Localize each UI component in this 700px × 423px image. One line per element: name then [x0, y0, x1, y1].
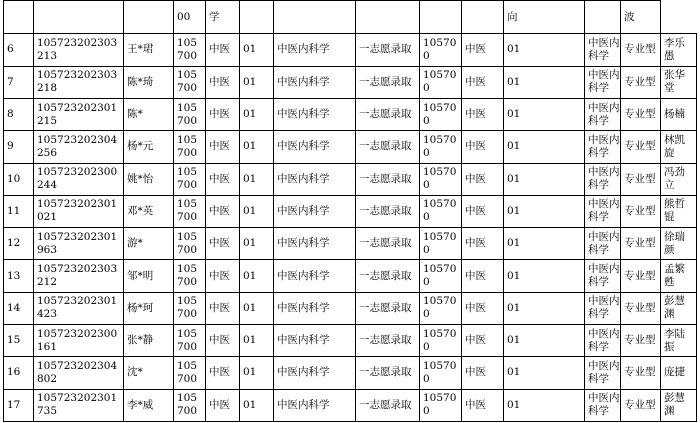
major-name-2: 中医内科学 [585, 357, 621, 389]
unit-code-2: 105700 [420, 163, 462, 195]
unit-code-2: 105700 [420, 389, 462, 421]
direction-code: 01 [240, 131, 274, 163]
admission-type: 一志愿录取 [356, 292, 420, 324]
direction-code: 01 [240, 292, 274, 324]
candidate-id: 105723202303218 [34, 66, 124, 98]
major-name-2: 中医内科学 [585, 66, 621, 98]
row-number: 8 [4, 98, 34, 130]
admission-type: 一志愿录取 [356, 325, 420, 357]
cell: 向 [504, 1, 585, 34]
department: 中医 [206, 292, 240, 324]
candidate-id: 105723202304802 [34, 357, 124, 389]
cell [462, 1, 504, 34]
row-number: 6 [4, 34, 34, 66]
direction-code-2: 01 [504, 325, 585, 357]
department-2: 中医 [462, 131, 504, 163]
department: 中医 [206, 260, 240, 292]
candidate-id: 105723202304256 [34, 131, 124, 163]
unit-code [174, 357, 206, 389]
major-name-2: 中医内科学 [585, 195, 621, 227]
major-name: 中医内科学 [274, 131, 356, 163]
row-number: 7 [4, 66, 34, 98]
degree-type: 专业型 [621, 357, 661, 389]
major-name: 中医内科学 [274, 163, 356, 195]
table-row [4, 389, 697, 421]
department: 中医 [206, 131, 240, 163]
admission-type: 一志愿录取 [356, 357, 420, 389]
degree-type: 专业型 [621, 292, 661, 324]
unit-code [174, 66, 206, 98]
table-row [4, 66, 697, 98]
department-2: 中医 [462, 228, 504, 260]
department: 中医 [206, 389, 240, 421]
unit-code-2: 105700 [420, 98, 462, 130]
tutor-name [661, 292, 697, 324]
candidate-name: 邹*明 [124, 260, 174, 292]
tutor-name [661, 260, 697, 292]
candidate-name: 沈* [124, 357, 174, 389]
candidate-id: 105723202301963 [34, 228, 124, 260]
direction-code-2: 01 [504, 228, 585, 260]
admission-type: 一志愿录取 [356, 260, 420, 292]
candidate-id: 105723202301735 [34, 389, 124, 421]
unit-code-text: 105700 [177, 166, 198, 192]
tutor-name [661, 228, 697, 260]
direction-code: 01 [240, 163, 274, 195]
major-name-2: 中医内科学 [585, 292, 621, 324]
direction-code-2: 01 [504, 163, 585, 195]
cell [585, 1, 621, 34]
tutor-name-text: 李乐愚 [664, 36, 685, 62]
candidate-name: 邓*英 [124, 195, 174, 227]
table-row [4, 1, 697, 34]
unit-code [174, 389, 206, 421]
row-number: 10 [4, 163, 34, 195]
tutor-name [661, 325, 697, 357]
admission-type: 一志愿录取 [356, 131, 420, 163]
department: 中医 [206, 325, 240, 357]
table-row [4, 34, 697, 66]
degree-type: 专业型 [621, 163, 661, 195]
tutor-name-text: 冯劲立 [664, 166, 685, 192]
candidate-name: 姚*怡 [124, 163, 174, 195]
cell [124, 1, 174, 34]
candidate-id: 105723202303212 [34, 260, 124, 292]
table-row [4, 228, 697, 260]
unit-code-2: 105700 [420, 195, 462, 227]
unit-code-text: 105700 [177, 295, 198, 321]
table-row [4, 163, 697, 195]
table-row [4, 98, 697, 130]
major-name-2: 中医内科学 [585, 34, 621, 66]
department-2: 中医 [462, 98, 504, 130]
department: 中医 [206, 195, 240, 227]
candidate-name: 杨*元 [124, 131, 174, 163]
unit-code-text: 105700 [177, 101, 198, 127]
tutor-name-text: 杨楠 [664, 108, 685, 121]
unit-code [174, 195, 206, 227]
degree-type: 专业型 [621, 131, 661, 163]
direction-code-2: 01 [504, 260, 585, 292]
tutor-name [661, 163, 697, 195]
direction-code-2: 01 [504, 66, 585, 98]
major-name-2: 中医内科学 [585, 163, 621, 195]
unit-code-2: 105700 [420, 260, 462, 292]
admission-type: 一志愿录取 [356, 195, 420, 227]
admission-type: 一志愿录取 [356, 163, 420, 195]
direction-code: 01 [240, 325, 274, 357]
major-name: 中医内科学 [274, 195, 356, 227]
direction-code: 01 [240, 66, 274, 98]
tutor-name-text: 彭慧渊 [664, 392, 685, 418]
admission-type: 一志愿录取 [356, 34, 420, 66]
unit-code-text: 105700 [177, 36, 198, 62]
degree-type: 专业型 [621, 260, 661, 292]
degree-type: 专业型 [621, 389, 661, 421]
tutor-name-text: 孟繁甦 [664, 263, 685, 289]
table-row [4, 357, 697, 389]
direction-code-2: 01 [504, 292, 585, 324]
department-2: 中医 [462, 66, 504, 98]
row-number: 15 [4, 325, 34, 357]
major-name: 中医内科学 [274, 292, 356, 324]
tutor-name [661, 357, 697, 389]
table-row [4, 131, 697, 163]
tutor-name [661, 389, 697, 421]
candidate-id: 105723202301215 [34, 98, 124, 130]
major-name: 中医内科学 [274, 98, 356, 130]
tutor-name-text: 徐瑞颜 [664, 230, 685, 256]
row-number: 16 [4, 357, 34, 389]
unit-code-text: 105700 [177, 359, 198, 385]
row-number: 9 [4, 131, 34, 163]
degree-type: 专业型 [621, 98, 661, 130]
candidate-id: 105723202301021 [34, 195, 124, 227]
tutor-name-text: 庞捷 [664, 366, 685, 379]
department: 中医 [206, 357, 240, 389]
major-name-2: 中医内科学 [585, 325, 621, 357]
direction-code-2: 01 [504, 389, 585, 421]
candidate-name: 杨*珂 [124, 292, 174, 324]
candidate-id: 105723202300244 [34, 163, 124, 195]
tutor-name [661, 195, 697, 227]
degree-type: 专业型 [621, 66, 661, 98]
candidate-name: 陈*琦 [124, 66, 174, 98]
unit-code-text: 105700 [177, 327, 198, 353]
cell [240, 1, 274, 34]
cell: 波 [621, 1, 661, 34]
major-name-2: 中医内科学 [585, 260, 621, 292]
direction-code: 01 [240, 195, 274, 227]
direction-code-2: 01 [504, 195, 585, 227]
unit-code [174, 325, 206, 357]
tutor-name [661, 131, 697, 163]
department: 中医 [206, 98, 240, 130]
unit-code-text: 105700 [177, 198, 198, 224]
admission-type: 一志愿录取 [356, 66, 420, 98]
cell [34, 1, 124, 34]
admission-type: 一志愿录取 [356, 98, 420, 130]
department-2: 中医 [462, 357, 504, 389]
tutor-name [661, 34, 697, 66]
major-name: 中医内科学 [274, 389, 356, 421]
degree-type: 专业型 [621, 325, 661, 357]
unit-code-text: 105700 [177, 230, 198, 256]
candidate-name: 王*珺 [124, 34, 174, 66]
candidate-name: 李*威 [124, 389, 174, 421]
direction-code-2: 01 [504, 98, 585, 130]
major-name: 中医内科学 [274, 66, 356, 98]
department-2: 中医 [462, 260, 504, 292]
department-2: 中医 [462, 34, 504, 66]
direction-code-2: 01 [504, 34, 585, 66]
department-2: 中医 [462, 292, 504, 324]
unit-code [174, 131, 206, 163]
unit-code-text: 105700 [177, 69, 198, 95]
unit-code [174, 163, 206, 195]
row-number: 11 [4, 195, 34, 227]
direction-code: 01 [240, 389, 274, 421]
major-name: 中医内科学 [274, 357, 356, 389]
cell [4, 1, 34, 34]
admission-table [3, 0, 697, 422]
direction-code: 01 [240, 228, 274, 260]
candidate-id: 105723202300161 [34, 325, 124, 357]
direction-code-2: 01 [504, 357, 585, 389]
unit-code-2: 105700 [420, 292, 462, 324]
row-number: 12 [4, 228, 34, 260]
candidate-id: 105723202303213 [34, 34, 124, 66]
direction-code: 01 [240, 98, 274, 130]
department: 中医 [206, 34, 240, 66]
unit-code-2: 105700 [420, 131, 462, 163]
direction-code: 01 [240, 357, 274, 389]
department-2: 中医 [462, 195, 504, 227]
row-number: 13 [4, 260, 34, 292]
candidate-name: 张*静 [124, 325, 174, 357]
unit-code [174, 228, 206, 260]
unit-code [174, 292, 206, 324]
degree-type: 专业型 [621, 228, 661, 260]
direction-code: 01 [240, 34, 274, 66]
unit-code-text: 105700 [177, 392, 198, 418]
unit-code [174, 98, 206, 130]
unit-code [174, 34, 206, 66]
department-2: 中医 [462, 389, 504, 421]
unit-code-2: 105700 [420, 357, 462, 389]
cell [274, 1, 356, 34]
tutor-name [661, 98, 697, 130]
admission-type: 一志愿录取 [356, 228, 420, 260]
major-name-2: 中医内科学 [585, 131, 621, 163]
department-2: 中医 [462, 163, 504, 195]
tutor-name-text: 林凯旋 [664, 133, 685, 159]
tutor-name-text: 李陆振 [664, 327, 685, 353]
department-2: 中医 [462, 325, 504, 357]
unit-code-text: 105700 [177, 263, 198, 289]
degree-type: 专业型 [621, 34, 661, 66]
major-name-2: 中医内科学 [585, 98, 621, 130]
unit-code-2: 105700 [420, 325, 462, 357]
unit-code-2: 105700 [420, 66, 462, 98]
cell [420, 1, 462, 34]
table-row [4, 260, 697, 292]
unit-code-2: 105700 [420, 228, 462, 260]
unit-code-2: 105700 [420, 34, 462, 66]
major-name: 中医内科学 [274, 228, 356, 260]
candidate-name: 陈* [124, 98, 174, 130]
department: 中医 [206, 66, 240, 98]
table-row [4, 292, 697, 324]
cell: 00 [174, 1, 206, 34]
tutor-name-text: 彭慧渊 [664, 295, 685, 321]
direction-code-2: 01 [504, 131, 585, 163]
tutor-name [661, 66, 697, 98]
admission-type: 一志愿录取 [356, 389, 420, 421]
tutor-name-text: 张华堂 [664, 69, 685, 95]
row-number: 14 [4, 292, 34, 324]
major-name: 中医内科学 [274, 325, 356, 357]
tutor-name-text: 熊哲锟 [664, 198, 685, 224]
table-row [4, 195, 697, 227]
unit-code-text: 105700 [177, 133, 198, 159]
row-number: 17 [4, 389, 34, 421]
direction-code: 01 [240, 260, 274, 292]
major-name: 中医内科学 [274, 34, 356, 66]
cell [356, 1, 420, 34]
candidate-name: 游* [124, 228, 174, 260]
major-name-2: 中医内科学 [585, 228, 621, 260]
major-name-2: 中医内科学 [585, 389, 621, 421]
department: 中医 [206, 163, 240, 195]
department: 中医 [206, 228, 240, 260]
unit-code [174, 260, 206, 292]
candidate-id: 105723202301423 [34, 292, 124, 324]
degree-type: 专业型 [621, 195, 661, 227]
table-row [4, 325, 697, 357]
cell: 学 [206, 1, 240, 34]
major-name: 中医内科学 [274, 260, 356, 292]
